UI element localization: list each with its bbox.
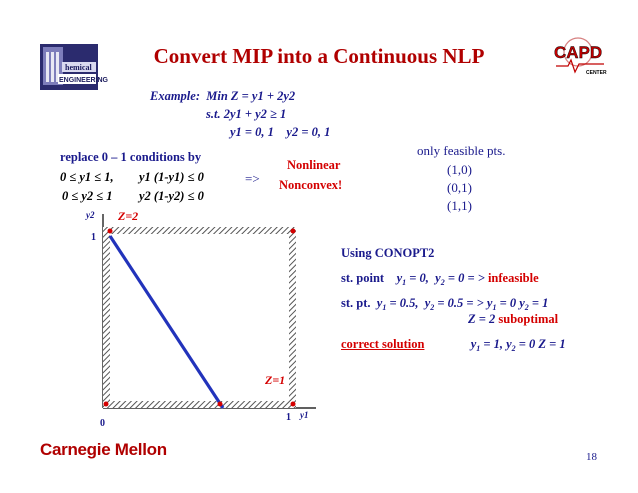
replace-row2-nonlinear: y2 (1-y2) ≤ 0 xyxy=(139,189,204,203)
feasible-point-1-0 xyxy=(291,402,296,407)
feasible-point: (0,1) xyxy=(447,180,472,195)
correct-solution-label: correct solution xyxy=(341,337,425,351)
replace-row1-nonlinear: y1 (1-y1) ≤ 0 xyxy=(139,170,204,184)
slide-title: Convert MIP into a Continuous NLP xyxy=(153,44,485,68)
nonlinear-label: Nonlinear xyxy=(287,158,341,172)
objective-text: Min Z = y1 + 2y2 xyxy=(206,89,296,103)
nonconvex-label: Nonconvex! xyxy=(279,178,343,192)
y-tick-label: 1 xyxy=(91,232,96,243)
x-axis-label: y1 xyxy=(300,410,309,420)
conopt-correct-solution-line: correct solution $y_1 = 1$, $y_2 = 0$ Z = 1 xyxy=(341,337,566,353)
feasible-point-0-1 xyxy=(108,229,113,234)
conopt-start-point-line: st. point $y_1 = 0$, $y_2 = 0$ = > infeasible xyxy=(341,271,539,287)
feasible-point: (1,0) xyxy=(447,162,472,177)
z1-label: Z=1 xyxy=(265,373,286,387)
svg-text:hemical: hemical xyxy=(65,63,92,72)
example-label: Example: xyxy=(150,89,200,103)
carnegie-mellon-wordmark: Carnegie Mellon xyxy=(40,440,167,459)
feasible-point: (1,1) xyxy=(447,198,472,213)
feasible-point-1-1 xyxy=(291,229,296,234)
replace-heading: replace 0 – 1 conditions by xyxy=(60,150,202,164)
suboptimal-label: suboptimal xyxy=(498,312,559,326)
infeasible-label: infeasible xyxy=(487,271,539,285)
z2-label: Z=2 xyxy=(118,209,139,223)
hatch-right xyxy=(289,227,296,408)
origin-label: 0 xyxy=(100,418,105,429)
svg-text:ENGINEERING: ENGINEERING xyxy=(59,77,109,84)
domain-text: y1 = 0, 1 y2 = 0, 1 xyxy=(230,125,331,139)
replace-row1-bounds: 0 ≤ y1 ≤ 1, xyxy=(60,170,114,184)
page-number: 18 xyxy=(586,451,597,463)
implies-arrow: => xyxy=(245,171,260,186)
y-axis-label: y2 xyxy=(86,210,95,220)
feasible-heading: only feasible pts. xyxy=(417,143,506,158)
hatch-bottom xyxy=(103,401,296,408)
replace-row2-bounds: 0 ≤ y2 ≤ 1 xyxy=(62,189,113,203)
conopt-heading: Using CONOPT2 xyxy=(341,246,435,260)
line-intercept-point xyxy=(218,402,223,407)
constraint-text: s.t. 2y1 + y2 ≥ 1 xyxy=(206,107,287,121)
z2-contour-line xyxy=(110,236,223,408)
svg-text:CENTER: CENTER xyxy=(586,70,607,76)
origin-point xyxy=(104,402,109,407)
conopt-suboptimal-line: Z = 2 suboptimal xyxy=(468,312,559,326)
x-tick-label: 1 xyxy=(286,412,291,423)
hatch-left xyxy=(103,227,110,408)
hatch-top xyxy=(103,227,296,234)
svg-text:CAPD: CAPD xyxy=(554,43,603,62)
conopt-second-point-line: st. pt. $y_1 = 0.5$, $y_2 = 0.5$ = > $y_1 = 0$ $y_2 = 1$ xyxy=(341,296,549,312)
